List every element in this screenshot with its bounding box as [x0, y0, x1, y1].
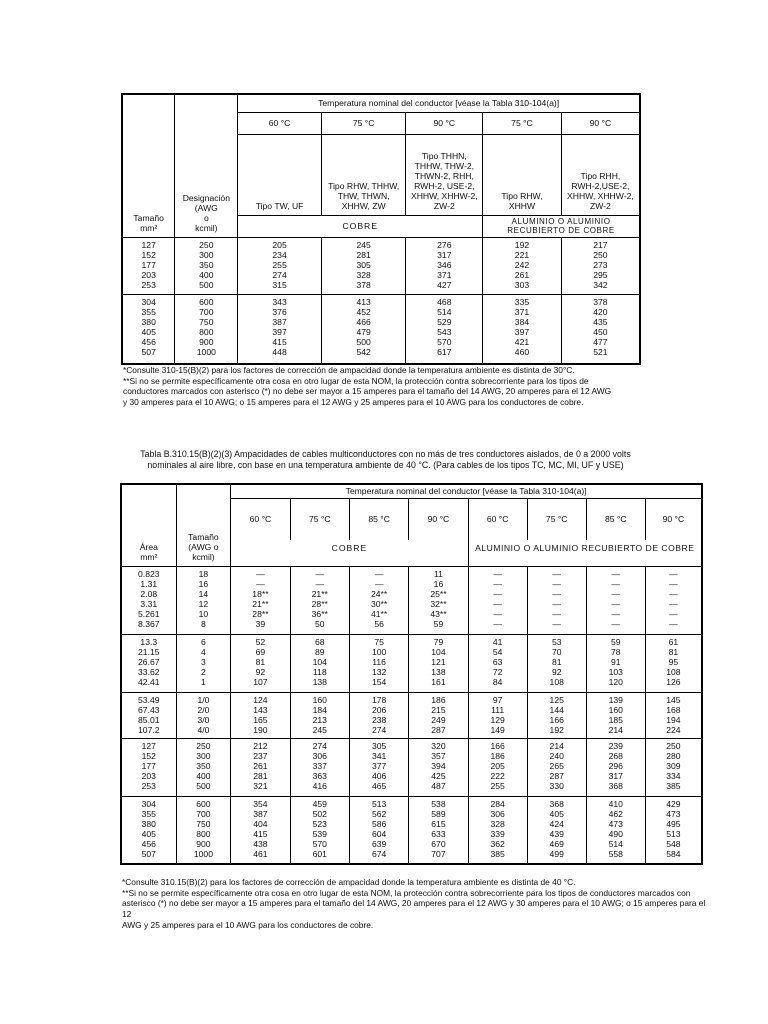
- ampacity-values: 139 160 185 214: [586, 692, 645, 738]
- ampacity-values: 343 376 387 397 415 448: [238, 294, 322, 364]
- temperature-header: Temperatura nominal del conductor [véase la Tabla 310-104(a)]: [238, 94, 640, 112]
- ampacity-values: 335 371 384 397 421 460: [483, 294, 562, 364]
- ampacity-values: 145 168 194 224: [645, 692, 702, 738]
- ampacity-values: 468 514 529 543 570 617: [406, 294, 483, 364]
- ampacity-values: 41 54 63 72 84: [468, 634, 527, 692]
- col-designation-header: Designación (AWG o kcmil): [175, 94, 238, 237]
- ampacity-table-1: [121, 93, 641, 365]
- ampacity-values: 368 405 424 439 469 499: [527, 796, 586, 864]
- size-values: 18 16 14 12 10 8: [176, 566, 231, 634]
- ampacity-values: 79 104 121 138 161: [409, 634, 468, 692]
- ampacity-values: 276 317 346 371 427: [406, 237, 483, 294]
- temp-header: 75 °C: [321, 112, 406, 134]
- ampacity-values: 305 341 377 406 465: [349, 738, 408, 796]
- ampacity-values: — — 24** 30** 41** 56: [349, 566, 408, 634]
- aluminum-group-label: ALUMINIO O ALUMINIO RECUBIERTO DE COBRE: [483, 215, 640, 237]
- area-values: 304 355 380 405 456 507: [141, 798, 156, 860]
- ampacity-values: 212 237 261 281 321: [231, 738, 290, 796]
- ampacity-values: 320 357 394 425 487: [409, 738, 468, 796]
- area-values: 127 152 177 203 253: [141, 740, 156, 792]
- conductor-type: Tipo THHN, THHW, THW-2, THWN-2, RHH, RWH-2, USE-2, XHHW, XHHW-2, ZW-2: [406, 134, 483, 215]
- ampacity-values: 192 221 242 261 303: [483, 237, 562, 294]
- temperature-header: Temperatura nominal del conductor [véase la Tabla 310-104(a)]: [231, 484, 702, 498]
- ampacity-values: 214 240 265 287 330: [527, 738, 586, 796]
- ampacity-values: — — 21** 28** 36** 50: [290, 566, 349, 634]
- ampacity-values: — — — — — —: [645, 566, 702, 634]
- ampacity-values: 205 234 255 274 315: [238, 237, 322, 294]
- ampacity-values: 239 268 296 317 368: [586, 738, 645, 796]
- ampacity-values: 160 184 213 245: [290, 692, 349, 738]
- aluminum-group-label: ALUMINIO O ALUMINIO RECUBIERTO DE COBRE: [468, 540, 702, 566]
- ampacity-values: — — — — — —: [527, 566, 586, 634]
- temp-header: 90 °C: [409, 498, 468, 540]
- copper-group-label: COBRE: [231, 540, 468, 566]
- size-values: 1/0 2/0 3/0 4/0: [176, 692, 231, 738]
- ampacity-values: 250 280 309 334 385: [645, 738, 702, 796]
- col-size-header: Tamaño mm²: [133, 213, 164, 234]
- temp-header: 90 °C: [645, 498, 702, 540]
- awg-values: 600 700 750 800 900 1000: [175, 294, 238, 364]
- conductor-type: Tipo RHW, XHHW: [483, 134, 562, 215]
- ampacity-values: 52 69 81 92 107: [231, 634, 290, 692]
- size-values: 6 4 3 2 1: [176, 634, 231, 692]
- table-2-footnotes: *Consulte 310.15(B)(2) para los factores de corrección de ampacidad donde la temperatura ambiente es distinta de 40 °C. **Si no se permite específicamente otra cosa en otro lugar de esta NOM, la protección contra sobrecorriente para los tipos de conductores marcados con asterisco (*) no debe ser mayor a 15 amperes para el tamaño del 14 AWG, 20 amperes para el 12 AWG y 30 amperes para el 10 AWG; o 15 amperes para el 12 AWG y 25 amperes para el 10 AWG para los conductores de cobre.: [122, 877, 706, 930]
- ampacity-values: 125 144 166 192: [527, 692, 586, 738]
- copper-group-label: COBRE: [238, 215, 483, 237]
- temp-header: 85 °C: [349, 498, 408, 540]
- conductor-type: Tipo TW, UF: [238, 134, 322, 215]
- table-1-footnotes: *Consulte 310-15(B)(2) para los factores de corrección de ampacidad donde la temperatura ambiente es distinta de 30°C. **Si no se permite específicamente otra cosa en otro lugar de esta NOM, la protección contra sobrecorriente para los tipos de conductores marcados con asterisco (*) no debe ser mayor a 15 amperes para el tamaño del 14 AWG, 20 amperes para el 12 AWG y 30 amperes para el 10 AWG; o 15 amperes para el 12 AWG y 25 amperes para el 10 AWG para los conductores de cobre.: [123, 365, 612, 408]
- ampacity-values: 538 589 615 633 670 707: [409, 796, 468, 864]
- temp-header: 60 °C: [231, 498, 290, 540]
- conductor-type: Tipo RHH, RWH-2,USE-2, XHHW, XHHW-2, ZW-2: [561, 134, 640, 215]
- ampacity-values: 429 473 495 513 548 584: [645, 796, 702, 864]
- ampacity-values: 97 111 129 149: [468, 692, 527, 738]
- ampacity-values: 186 215 249 287: [409, 692, 468, 738]
- table-2-caption: Tabla B.310.15(B)(2)(3) Ampacidades de cables multiconductores con no más de tres conductores aislados, de 0 a 2000 volts nominales al aire libre, con base en una temperatura ambiente de 40 °C. (Para cables de los tipos TC, MC, MI, UF y USE): [140, 449, 631, 470]
- col-area-header: Área mm²: [139, 542, 158, 563]
- temp-header: 60 °C: [468, 498, 527, 540]
- ampacity-values: 354 387 404 415 438 461: [231, 796, 290, 864]
- size-values: 600 700 750 800 900 1000: [176, 796, 231, 864]
- ampacity-values: 75 100 116 132 154: [349, 634, 408, 692]
- ampacity-values: — — — — — —: [586, 566, 645, 634]
- ampacity-values: 274 306 337 363 416: [290, 738, 349, 796]
- temp-header: 90 °C: [561, 112, 640, 134]
- ampacity-values: 124 143 165 190: [231, 692, 290, 738]
- temp-header: 75 °C: [290, 498, 349, 540]
- ampacity-values: — — 18** 21** 28** 39: [231, 566, 290, 634]
- ampacity-values: 61 81 95 108 126: [645, 634, 702, 692]
- area-values: 53.49 67.43 85.01 107.2: [138, 694, 160, 735]
- ampacity-values: 378 420 435 450 477 521: [561, 294, 640, 364]
- ampacity-values: — — — — — —: [468, 566, 527, 634]
- ampacity-values: 59 78 91 103 120: [586, 634, 645, 692]
- awg-values: 250 300 350 400 500: [175, 237, 238, 294]
- ampacity-values: 178 206 238 274: [349, 692, 408, 738]
- ampacity-table-2: [120, 483, 703, 865]
- ampacity-values: 513 562 586 604 639 674: [349, 796, 408, 864]
- temp-header: 60 °C: [238, 112, 322, 134]
- ampacity-values: 459 502 523 539 570 601: [290, 796, 349, 864]
- area-values: 13.3 21.15 26.67 33.62 42.41: [138, 636, 160, 688]
- temp-header: 75 °C: [527, 498, 586, 540]
- ampacity-values: 284 306 328 339 362 385: [468, 796, 527, 864]
- col-size-header: Tamaño (AWG o kcmil): [176, 484, 231, 566]
- size-values: 250 300 350 400 500: [176, 738, 231, 796]
- size-values: 304 355 380 405 456 507: [141, 296, 156, 358]
- ampacity-values: 68 89 104 118 138: [290, 634, 349, 692]
- ampacity-values: 413 452 466 479 500 542: [321, 294, 406, 364]
- ampacity-values: 53 70 81 92 108: [527, 634, 586, 692]
- area-values: 0.823 1.31 2.08 3.31 5.261 8.367: [138, 568, 160, 630]
- conductor-type: Tipo RHW, THHW, THW, THWN, XHHW, ZW: [321, 134, 406, 215]
- size-values: 127 152 177 203 253: [141, 239, 156, 291]
- temp-header: 75 °C: [483, 112, 562, 134]
- ampacity-values: 410 462 473 490 514 558: [586, 796, 645, 864]
- ampacity-values: 217 250 273 295 342: [561, 237, 640, 294]
- ampacity-values: 11 16 25** 32** 43** 59: [409, 566, 468, 634]
- temp-header: 90 °C: [406, 112, 483, 134]
- ampacity-values: 166 186 205 222 255: [468, 738, 527, 796]
- temp-header: 85 °C: [586, 498, 645, 540]
- ampacity-values: 245 281 305 328 378: [321, 237, 406, 294]
